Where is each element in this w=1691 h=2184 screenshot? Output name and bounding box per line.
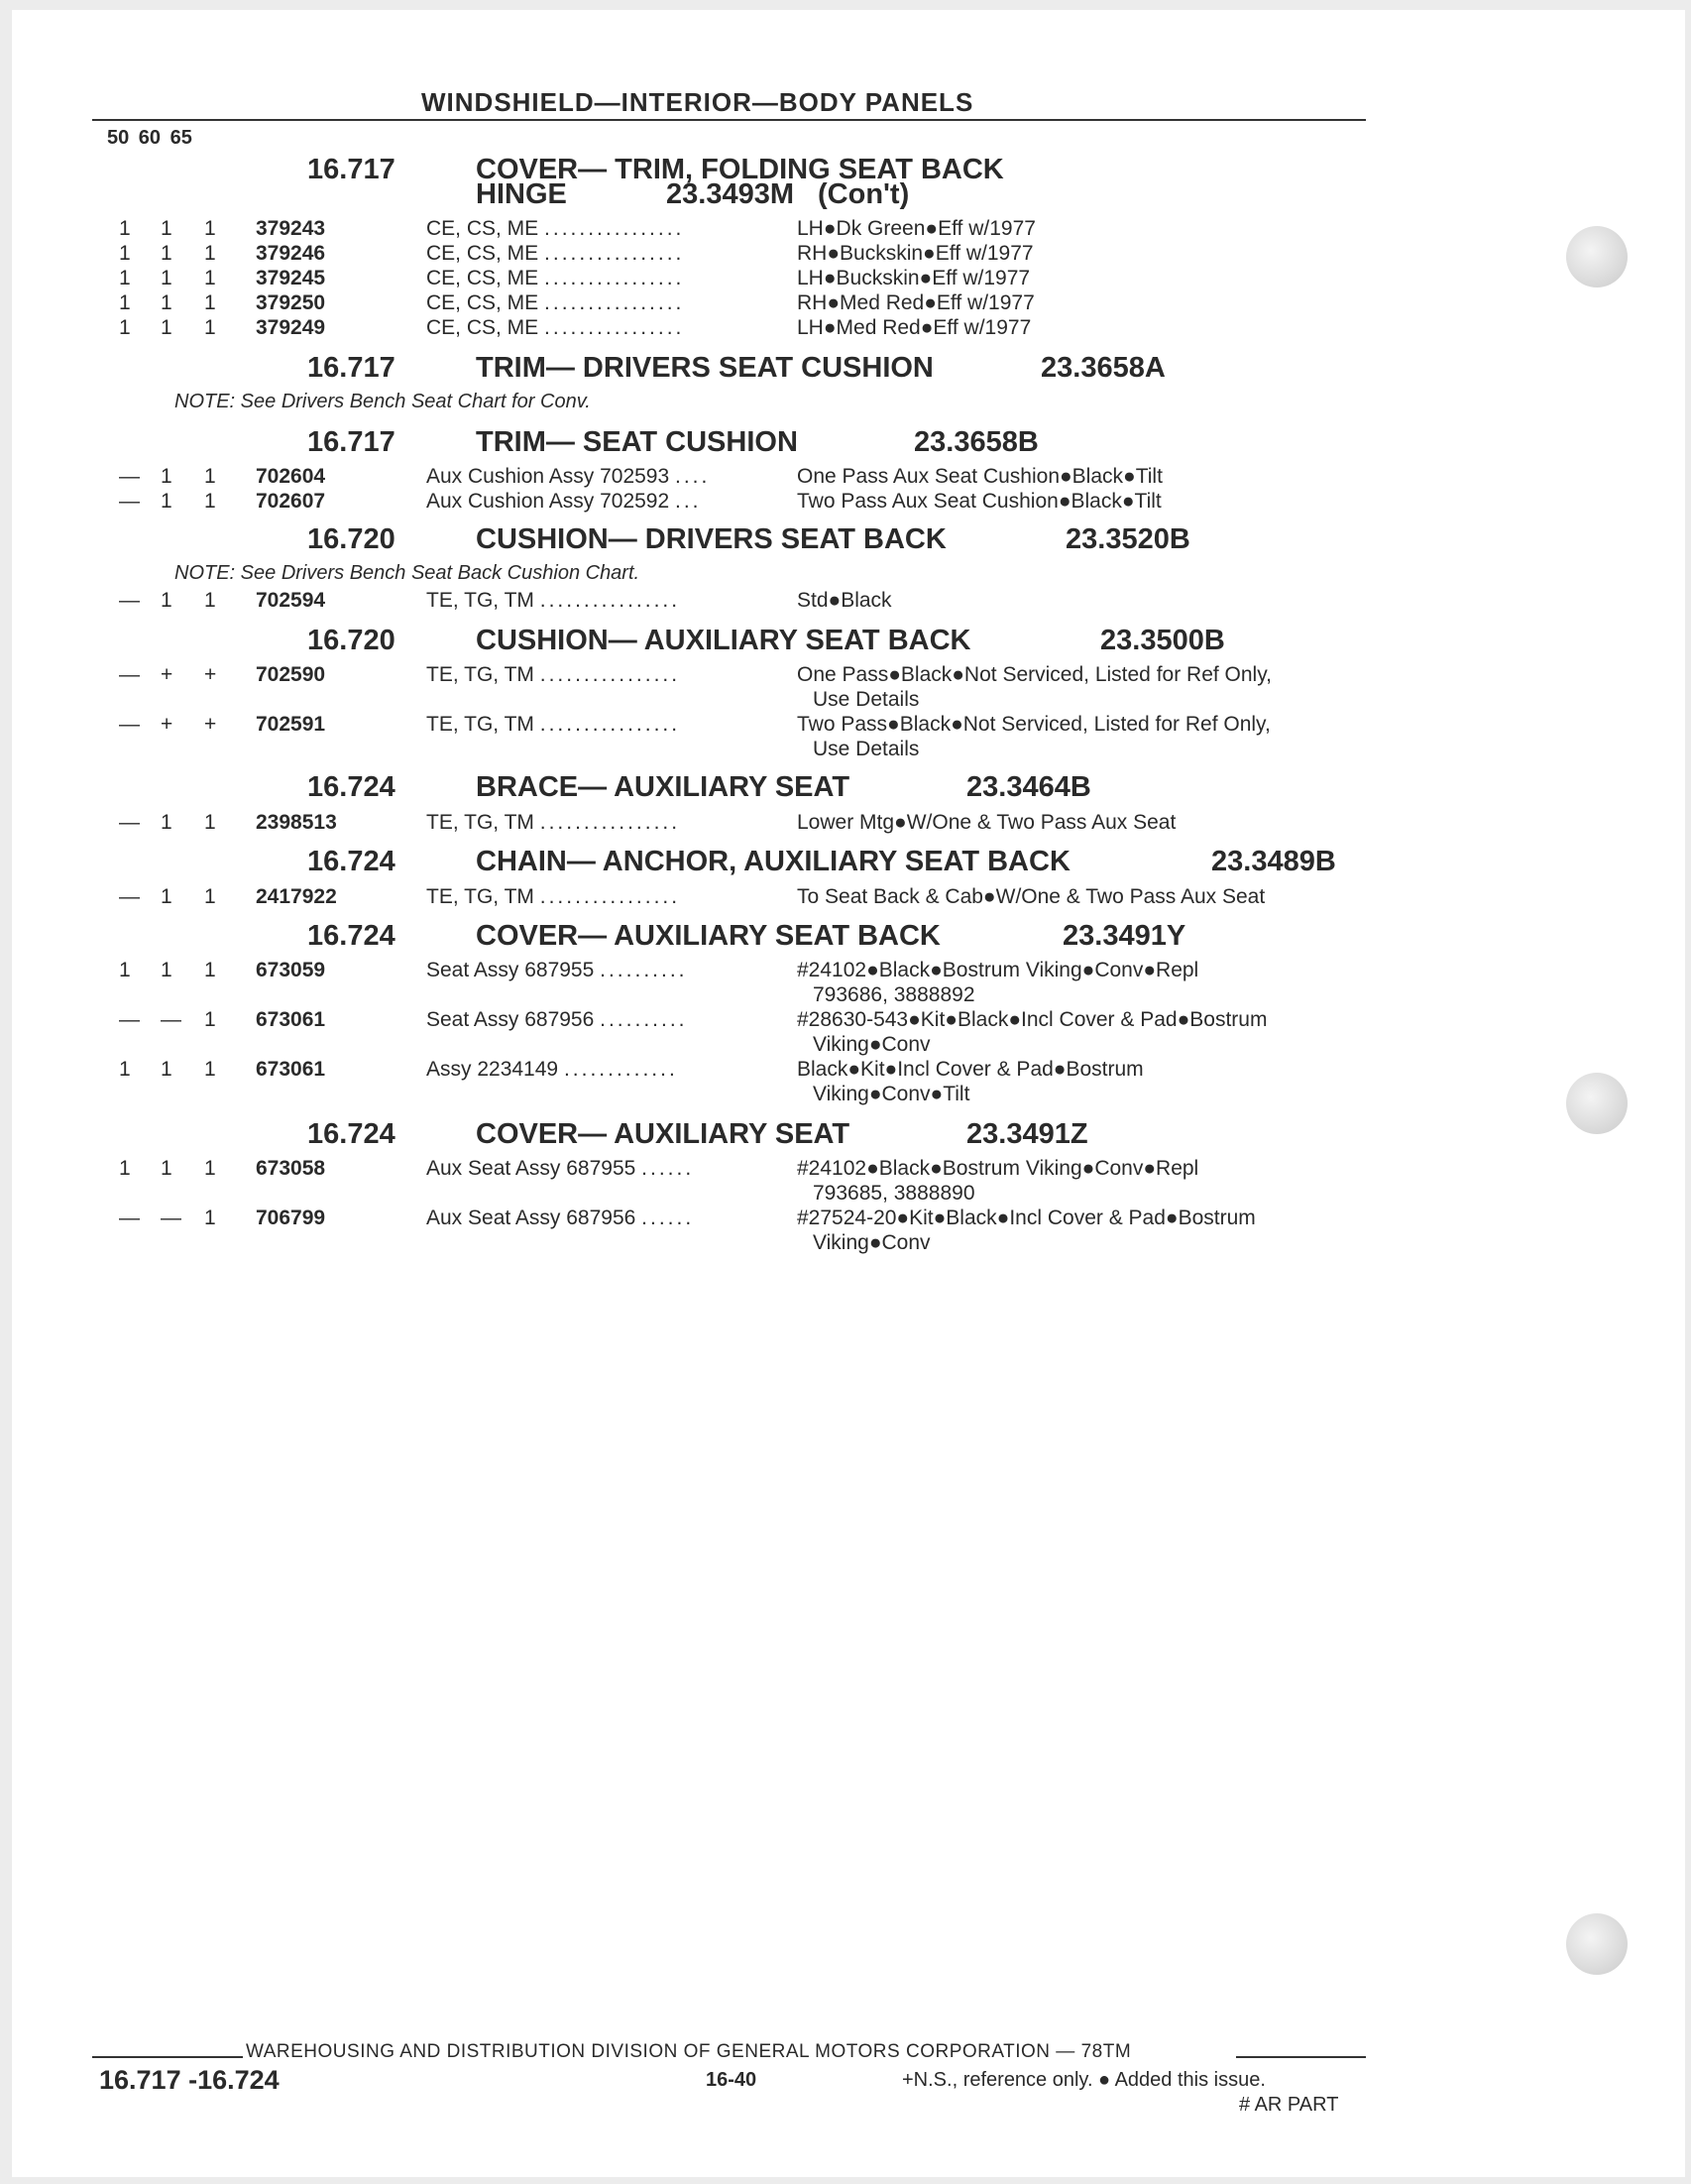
qty-50: — bbox=[119, 1207, 140, 1229]
note: NOTE: See Drivers Bench Seat Chart for Conv. bbox=[174, 391, 591, 412]
leader-dots: ................ bbox=[544, 242, 685, 265]
section-name: TRIM— SEAT CUSHION bbox=[476, 426, 798, 458]
page-range: 16.717 -16.724 bbox=[99, 2065, 280, 2095]
model-cell bbox=[426, 810, 680, 835]
leader-dots: ................ bbox=[544, 267, 685, 289]
model-text: TE, TG, TM bbox=[426, 713, 534, 736]
part-number: 673058 bbox=[256, 1157, 326, 1180]
model-text: TE, TG, TM bbox=[426, 589, 534, 612]
qty-50: — bbox=[119, 885, 140, 908]
page-number: 16-40 bbox=[706, 2069, 757, 2091]
group-number: 16.717 bbox=[307, 426, 395, 458]
header-rule bbox=[92, 119, 1366, 121]
qty-60: 1 bbox=[161, 1058, 172, 1081]
model-cell bbox=[426, 241, 684, 266]
model-text: Aux Seat Assy 687956 bbox=[426, 1207, 636, 1229]
qty-50: — bbox=[119, 1008, 140, 1031]
model-cell bbox=[426, 662, 680, 687]
qty-60: — bbox=[161, 1207, 181, 1229]
part-number: 379245 bbox=[256, 267, 326, 289]
section-name-line2: HINGE bbox=[476, 178, 567, 210]
model-text: Seat Assy 687955 bbox=[426, 959, 595, 981]
legend-ar-part: # AR PART bbox=[1239, 2094, 1339, 2116]
legend-reference: +N.S., reference only. ● Added this issue. bbox=[902, 2069, 1266, 2091]
qty-60: 1 bbox=[161, 291, 172, 314]
footer-rule-right bbox=[1236, 2056, 1366, 2058]
part-number: 702591 bbox=[256, 713, 326, 736]
section-name: COVER— AUXILIARY SEAT bbox=[476, 1118, 850, 1150]
section-code: 23.3491Y bbox=[1063, 920, 1186, 952]
qty-60: 1 bbox=[161, 465, 172, 488]
model-cell bbox=[426, 290, 684, 315]
model-text: TE, TG, TM bbox=[426, 885, 534, 908]
model-text: Aux Cushion Assy 702592 bbox=[426, 490, 670, 513]
group-number: 16.724 bbox=[307, 846, 395, 877]
qty-65: 1 bbox=[204, 959, 216, 981]
qty-60: 1 bbox=[161, 217, 172, 240]
qty-65: 1 bbox=[204, 1207, 216, 1229]
section-name: CHAIN— ANCHOR, AUXILIARY SEAT BACK bbox=[476, 846, 1071, 877]
qty-50: — bbox=[119, 811, 140, 834]
section-code: 23.3520B bbox=[1066, 523, 1190, 555]
model-cell bbox=[426, 216, 684, 241]
qty-65: 1 bbox=[204, 885, 216, 908]
leader-dots: .......... bbox=[600, 1008, 688, 1031]
model-text: TE, TG, TM bbox=[426, 663, 534, 686]
leader-dots: ................ bbox=[539, 885, 681, 908]
description: LH●Med Red●Eff w/1977 bbox=[797, 316, 1032, 339]
description: #24102●Black●Bostrum Viking●Conv●Repl bbox=[797, 1157, 1199, 1180]
part-number: 379249 bbox=[256, 316, 326, 339]
description: #24102●Black●Bostrum Viking●Conv●Repl bbox=[797, 959, 1199, 981]
section-code: 23.3464B bbox=[966, 771, 1091, 803]
section-name: COVER— AUXILIARY SEAT BACK bbox=[476, 920, 941, 952]
binder-hole bbox=[1566, 1913, 1628, 1975]
description-line2: 793685, 3888890 bbox=[813, 1182, 975, 1205]
section-code: 23.3491Z bbox=[966, 1118, 1088, 1150]
model-cell bbox=[426, 266, 684, 290]
qty-50: — bbox=[119, 490, 140, 513]
qty-50: 1 bbox=[119, 217, 131, 240]
model-text: Aux Cushion Assy 702593 bbox=[426, 465, 670, 488]
leader-dots: ................ bbox=[539, 589, 681, 612]
group-number: 16.724 bbox=[307, 1118, 395, 1150]
description: One Pass●Black●Not Serviced, Listed for Ref Only, bbox=[797, 663, 1273, 686]
group-number: 16.717 bbox=[307, 352, 395, 384]
qty-65: + bbox=[204, 663, 217, 686]
description: Two Pass●Black●Not Serviced, Listed for Ref Only, bbox=[797, 713, 1271, 736]
qty-65: 1 bbox=[204, 1157, 216, 1180]
leader-dots: ................ bbox=[539, 663, 681, 686]
model-text: Assy 2234149 bbox=[426, 1058, 559, 1081]
qty-60: 1 bbox=[161, 885, 172, 908]
leader-dots: .... bbox=[675, 465, 711, 488]
qty-50: 1 bbox=[119, 959, 131, 981]
qty-60: 1 bbox=[161, 316, 172, 339]
leader-dots: ................ bbox=[539, 713, 681, 736]
description: LH●Buckskin●Eff w/1977 bbox=[797, 267, 1031, 289]
qty-50: 1 bbox=[119, 291, 131, 314]
model-cell bbox=[426, 588, 680, 613]
model-cell bbox=[426, 464, 710, 489]
description-line2: Viking●Conv bbox=[813, 1033, 931, 1056]
qty-65: 1 bbox=[204, 811, 216, 834]
qty-50: — bbox=[119, 663, 140, 686]
section-code: 23.3500B bbox=[1100, 625, 1225, 656]
leader-dots: ................ bbox=[544, 217, 685, 240]
leader-dots: ................ bbox=[544, 291, 685, 314]
description: #27524-20●Kit●Black●Incl Cover & Pad●Bostrum bbox=[797, 1207, 1256, 1229]
footer-rule-left bbox=[92, 2056, 243, 2058]
model-text: TE, TG, TM bbox=[426, 811, 534, 834]
model-text: CE, CS, ME bbox=[426, 291, 539, 314]
qty-65: 1 bbox=[204, 316, 216, 339]
model-cell bbox=[426, 712, 680, 737]
qty-60: 1 bbox=[161, 1157, 172, 1180]
model-cell bbox=[426, 1057, 678, 1082]
part-number: 706799 bbox=[256, 1207, 326, 1229]
section-name: TRIM— DRIVERS SEAT CUSHION bbox=[476, 352, 934, 384]
section-code: 23.3489B bbox=[1211, 846, 1336, 877]
part-number: 702590 bbox=[256, 663, 326, 686]
qty-50: 1 bbox=[119, 242, 131, 265]
note: NOTE: See Drivers Bench Seat Back Cushion Chart. bbox=[174, 562, 640, 584]
qty-60: 1 bbox=[161, 589, 172, 612]
qty-60: 1 bbox=[161, 811, 172, 834]
description: #28630-543●Kit●Black●Incl Cover & Pad●Bostrum bbox=[797, 1008, 1268, 1031]
description: To Seat Back & Cab●W/One & Two Pass Aux Seat bbox=[797, 885, 1266, 908]
leader-dots: .......... bbox=[600, 959, 688, 981]
leader-dots: ... bbox=[675, 490, 702, 513]
year-columns-header: 50 60 65 bbox=[107, 127, 192, 149]
page-title: WINDSHIELD—INTERIOR—BODY PANELS bbox=[421, 87, 974, 117]
description-line2: Viking●Conv●Tilt bbox=[813, 1083, 970, 1105]
description: LH●Dk Green●Eff w/1977 bbox=[797, 217, 1036, 240]
model-text: CE, CS, ME bbox=[426, 217, 539, 240]
qty-60: 1 bbox=[161, 242, 172, 265]
part-number: 2398513 bbox=[256, 811, 337, 834]
leader-dots: ................ bbox=[539, 811, 681, 834]
model-text: Seat Assy 687956 bbox=[426, 1008, 595, 1031]
footer-division: WAREHOUSING AND DISTRIBUTION DIVISION OF GENERAL MOTORS CORPORATION — 78TM bbox=[246, 2041, 1132, 2062]
qty-50: 1 bbox=[119, 1058, 131, 1081]
qty-50: — bbox=[119, 465, 140, 488]
qty-65: 1 bbox=[204, 291, 216, 314]
leader-dots: ................ bbox=[544, 316, 685, 339]
description: Lower Mtg●W/One & Two Pass Aux Seat bbox=[797, 811, 1177, 834]
model-text: CE, CS, ME bbox=[426, 242, 539, 265]
qty-50: — bbox=[119, 589, 140, 612]
part-number: 702594 bbox=[256, 589, 326, 612]
section-code: 23.3658B bbox=[914, 426, 1039, 458]
qty-60: + bbox=[161, 713, 173, 736]
qty-60: 1 bbox=[161, 959, 172, 981]
part-number: 673059 bbox=[256, 959, 326, 981]
group-number: 16.720 bbox=[307, 625, 395, 656]
section-name: BRACE— AUXILIARY SEAT bbox=[476, 771, 850, 803]
group-number: 16.724 bbox=[307, 771, 395, 803]
description-line2: Use Details bbox=[813, 688, 920, 711]
part-number: 673061 bbox=[256, 1058, 326, 1081]
qty-65: 1 bbox=[204, 217, 216, 240]
model-cell bbox=[426, 884, 680, 909]
qty-50: 1 bbox=[119, 1157, 131, 1180]
model-cell bbox=[426, 1206, 694, 1230]
qty-65: 1 bbox=[204, 589, 216, 612]
part-number: 673061 bbox=[256, 1008, 326, 1031]
description-line2: 793686, 3888892 bbox=[813, 983, 975, 1006]
model-cell bbox=[426, 489, 702, 514]
qty-65: 1 bbox=[204, 465, 216, 488]
group-number: 16.720 bbox=[307, 523, 395, 555]
leader-dots: ............. bbox=[563, 1058, 678, 1081]
group-number: 16.724 bbox=[307, 920, 395, 952]
qty-60: + bbox=[161, 663, 173, 686]
part-number: 702604 bbox=[256, 465, 326, 488]
model-text: CE, CS, ME bbox=[426, 267, 539, 289]
model-cell bbox=[426, 1007, 688, 1032]
part-number: 379243 bbox=[256, 217, 326, 240]
section-code: 23.3658A bbox=[1041, 352, 1166, 384]
binder-hole bbox=[1566, 226, 1628, 287]
model-text: Aux Seat Assy 687955 bbox=[426, 1157, 636, 1180]
qty-65: 1 bbox=[204, 1058, 216, 1081]
model-cell bbox=[426, 958, 688, 982]
qty-65: 1 bbox=[204, 267, 216, 289]
leader-dots: ...... bbox=[641, 1157, 695, 1180]
qty-60: — bbox=[161, 1008, 181, 1031]
description-line2: Viking●Conv bbox=[813, 1231, 931, 1254]
qty-65: 1 bbox=[204, 1008, 216, 1031]
binder-hole bbox=[1566, 1073, 1628, 1134]
qty-60: 1 bbox=[161, 490, 172, 513]
part-number: 2417922 bbox=[256, 885, 337, 908]
model-text: CE, CS, ME bbox=[426, 316, 539, 339]
leader-dots: ...... bbox=[641, 1207, 695, 1229]
section-suffix: (Con't) bbox=[818, 178, 910, 210]
qty-60: 1 bbox=[161, 267, 172, 289]
part-number: 379250 bbox=[256, 291, 326, 314]
qty-50: 1 bbox=[119, 267, 131, 289]
description: Std●Black bbox=[797, 589, 892, 612]
description: Two Pass Aux Seat Cushion●Black●Tilt bbox=[797, 490, 1162, 513]
model-cell bbox=[426, 315, 684, 340]
group-number: 16.717 bbox=[307, 154, 395, 185]
qty-50: 1 bbox=[119, 316, 131, 339]
section-name: COVER— TRIM, FOLDING SEAT BACK bbox=[476, 154, 1004, 185]
part-number: 379246 bbox=[256, 242, 326, 265]
description: One Pass Aux Seat Cushion●Black●Tilt bbox=[797, 465, 1163, 488]
section-name: CUSHION— AUXILIARY SEAT BACK bbox=[476, 625, 971, 656]
model-cell bbox=[426, 1156, 694, 1181]
section-code: 23.3493M bbox=[666, 178, 794, 210]
qty-65: 1 bbox=[204, 242, 216, 265]
part-number: 702607 bbox=[256, 490, 326, 513]
section-name: CUSHION— DRIVERS SEAT BACK bbox=[476, 523, 947, 555]
description: Black●Kit●Incl Cover & Pad●Bostrum bbox=[797, 1058, 1144, 1081]
description: RH●Buckskin●Eff w/1977 bbox=[797, 242, 1034, 265]
qty-65: + bbox=[204, 713, 217, 736]
qty-65: 1 bbox=[204, 490, 216, 513]
qty-50: — bbox=[119, 713, 140, 736]
description: RH●Med Red●Eff w/1977 bbox=[797, 291, 1035, 314]
description-line2: Use Details bbox=[813, 738, 920, 760]
